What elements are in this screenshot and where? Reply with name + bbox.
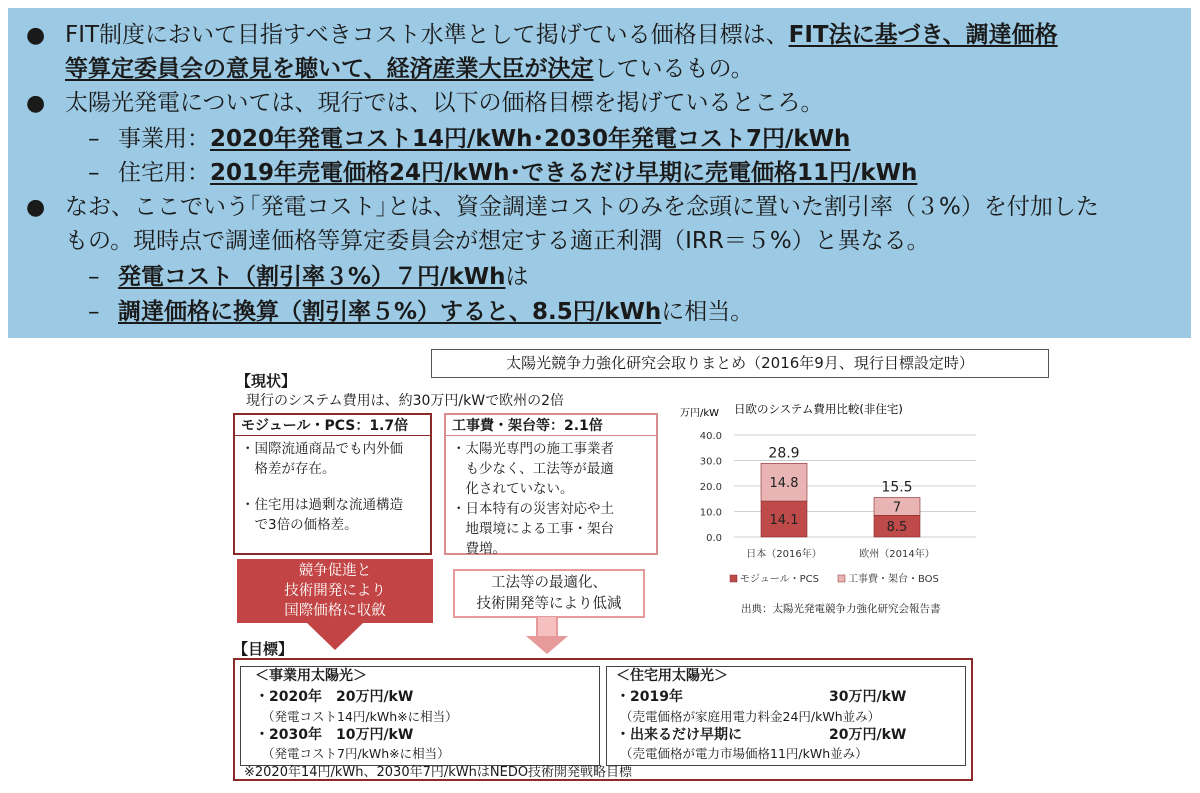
bar-value-label: 7 [892,500,902,516]
module-line: で3倍の価格差。 [241,517,358,533]
residential-label: 住宅用： [118,160,210,186]
legend-swatch [838,575,845,582]
y-tick-label: 40.0 [699,431,722,442]
conversion-line [118,297,753,327]
p1-text: FIT制度において目指すべきコスト水準として掲げている価格目標は、 [65,22,789,48]
residential-target-2019-note: （売電価格が家庭用電力料金24円/kWh並み） [620,709,881,724]
down-arrow-icon [307,623,363,650]
module-cost-text [235,436,430,538]
business-label: 事業用： [118,126,210,152]
construction-cost-text [446,436,656,562]
legend-swatch [730,575,737,582]
paragraph-1-line-2 [65,54,754,84]
residential-target-early: ・出来るだけ早期に [616,727,742,743]
conversion-tail: に相当。 [661,299,754,325]
p1-tail: しているもの。 [593,56,754,82]
dash-icon: – [88,126,100,152]
down-arrow-icon [536,617,558,637]
y-tick-label: 30.0 [699,456,722,468]
business-target-line [118,124,850,154]
legend-label: 工事費・架台・BOS [848,574,939,585]
residential-target-2019: ・2019年 [616,689,683,705]
y-tick-label: 20.0 [699,482,722,493]
current-description: 現行のシステム費用は、約30万円/kWで欧州の2倍 [246,393,564,409]
business-target-2030: ・2030年 10万円/kW [255,727,414,743]
footnote: ※2020年14円/kWh、2030年7円/kWhはNEDO技術開発戦略目標 [244,765,633,780]
p1-emphasis-2: 等算定委員会の意見を聴いて、経済産業大臣が決定 [65,56,594,82]
chart-ylabel: 万円/kW [680,408,720,419]
construction-line: 地環境による工事・架台 [452,521,614,537]
bullet-icon: ● [26,195,46,220]
construction-line: ・日本特有の災害対応や土 [452,501,614,517]
target-heading: 【目標】 [233,640,294,658]
module-line: ・住宅用は過剰な流通構造 [241,497,403,513]
x-category-label: 欧州（2014年） [859,549,935,560]
arrow-text: 技術開発により [284,583,386,599]
conversion-emphasis: 調達価格に換算（割引率５%）すると、8.5円/kWh [118,299,662,325]
residential-target-early-value: 20万円/kW [829,727,907,743]
business-target-2020-note: （発電コスト14円/kWh※に相当） [262,709,458,724]
paragraph-3-line-2: もの。現時点で調達価格等算定委員会が想定する適正利潤（IRR＝５%）と異なる。 [65,228,930,254]
arrow-text: 技術開発等により低減 [476,596,622,612]
construction-cost-box [444,413,658,555]
arrow-text: 競争促進と [298,563,372,579]
p1-emphasis: FIT法に基づき、調達価格 [788,22,1058,48]
residential-value: 2019年売電価格24円/kWh･できるだけ早期に売電価格11円/kWh [210,160,918,186]
dash-icon: – [88,160,100,186]
figure-title: 太陽光競争力強化研究会取りまとめ（2016年9月、現行目標設定時） [431,349,1049,378]
cost-note-tail: は [505,264,529,290]
bar-total-label: 15.5 [881,479,913,496]
business-target-title: ＜事業用太陽光＞ [255,668,367,684]
bullet-icon: ● [26,91,46,116]
down-arrow-icon [526,636,568,654]
construction-cost-heading: 工事費・架台等：2.1倍 [446,415,656,436]
cost-note-line [118,262,529,292]
current-heading: 【現状】 [236,372,297,390]
reduction-arrow [453,569,645,618]
residential-target-title: ＜住宅用太陽光＞ [616,668,728,684]
module-line: ・国際流通商品でも内外価 [241,441,403,457]
y-tick-label: 0.0 [706,533,722,544]
bullet-icon: ● [26,23,46,48]
construction-line: ・太陽光専門の施工事業者 [452,441,614,457]
business-value: 2020年発電コスト14円/kWh･2030年発電コスト7円/kWh [210,126,851,152]
legend-label: モジュール・PCS [740,574,819,585]
business-target-2030-note: （発電コスト7円/kWh※に相当） [262,746,450,761]
construction-line: 化されていない。 [452,481,574,497]
residential-target-early-note: （売電価格が電力市場価格11円/kWh並み） [620,746,868,761]
dash-icon: – [88,264,100,290]
module-cost-heading: モジュール・PCS：1.7倍 [235,415,430,436]
module-cost-box [233,413,432,555]
paragraph-1-line-1 [65,20,1058,50]
module-line: 格差が存在。 [241,461,336,477]
paragraph-3-line-1: なお、ここでいう｢発電コスト｣とは、資金調達コストのみを念頭に置いた割引率（３%）を付加した [65,194,1099,220]
arrow-text: 国際価格に収斂 [284,603,386,619]
dash-icon: – [88,299,100,325]
chart-source: 出典：太陽光発電競争力強化研究会報告書 [741,603,941,615]
residential-target-line [118,158,917,188]
system-cost-chart [676,398,996,618]
cost-note-emphasis: 発電コスト（割引率３%）７円/kWh [118,264,506,290]
bar-value-label: 14.1 [769,513,799,529]
arrow-text: 工法等の最適化、 [491,575,607,591]
construction-line: も少なく、工法等が最適 [452,461,614,477]
business-target-2020: ・2020年 20万円/kW [255,689,414,705]
y-tick-label: 10.0 [699,507,722,519]
bar-value-label: 8.5 [886,520,908,536]
paragraph-2: 太陽光発電については、現行では、以下の価格目標を掲げているところ。 [65,90,824,116]
chart-title: 日欧のシステム費用比較(非住宅) [734,402,903,416]
bar-value-label: 14.8 [769,476,799,492]
bar-total-label: 28.9 [768,445,800,462]
construction-line: 費増。 [452,541,506,557]
convergence-arrow [237,559,433,623]
residential-target-2019-value: 30万円/kW [829,689,907,705]
x-category-label: 日本（2016年） [746,549,822,560]
